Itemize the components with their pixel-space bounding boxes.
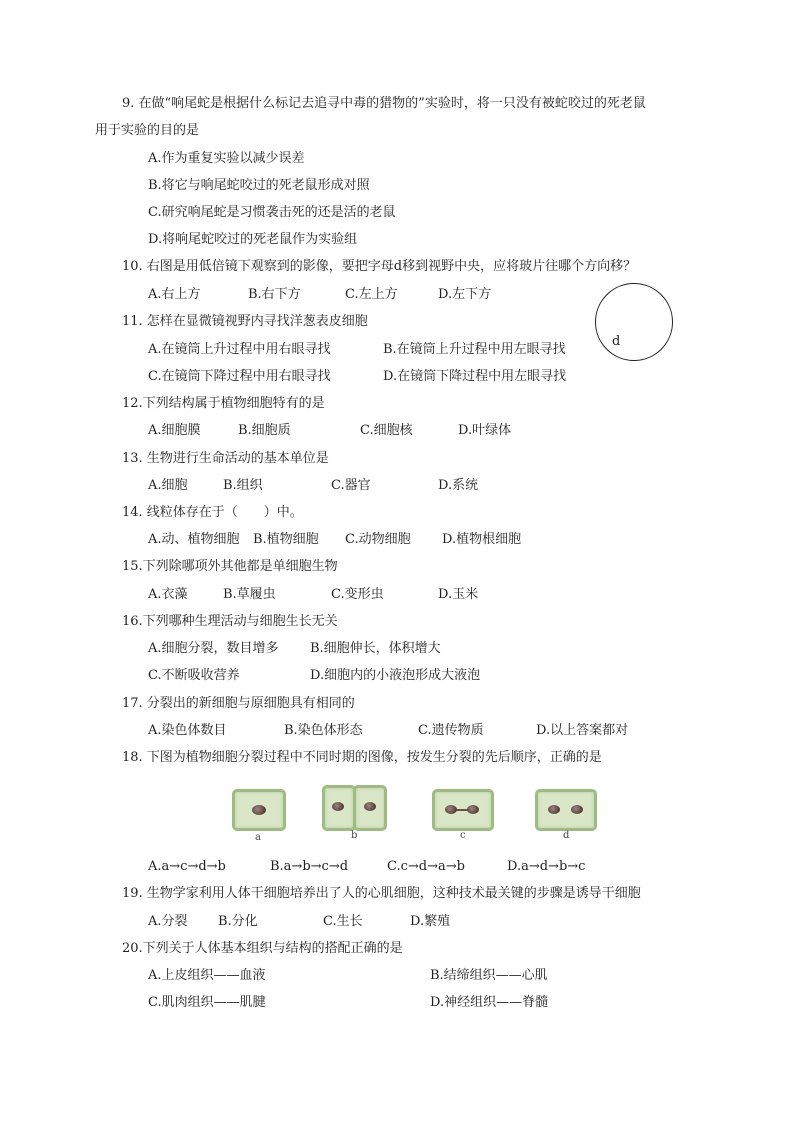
q12-option-a: A.细胞膜 xyxy=(148,423,201,438)
q9-option-a: A.作为重复实验以减少误差 xyxy=(148,151,305,166)
q14-option-a: A.动、植物细胞 xyxy=(148,532,240,547)
q16-option-a: A.细胞分裂，数目增多 xyxy=(148,641,279,656)
q11-option-c: C.在镜筒下降过程中用右眼寻找 xyxy=(148,369,331,384)
q17-stem: 17. 分裂出的新细胞与原细胞具有相同的 xyxy=(122,696,355,711)
q9-option-c: C.研究响尾蛇是习惯袭击死的还是活的老鼠 xyxy=(148,205,396,220)
cell-b-right-image xyxy=(353,785,387,831)
q18-option-a: A.a→c→d→b xyxy=(148,859,226,874)
q10-option-d: D.左下方 xyxy=(438,287,492,302)
cell-c-label: c xyxy=(460,830,466,841)
q19-stem: 19. 生物学家利用人体干细胞培养出了人的心肌细胞，这种技术最关键的步骤是诱导干细胞 xyxy=(122,886,641,901)
q18-option-d: D.a→d→b→c xyxy=(507,859,586,874)
q14-option-c: C.动物细胞 xyxy=(345,532,411,547)
q15-stem: 15.下列除哪项外其他都是单细胞生物 xyxy=(122,559,338,574)
q16-stem: 16.下列哪种生理活动与细胞生长无关 xyxy=(122,614,338,629)
q14-option-d: D.植物根细胞 xyxy=(442,532,522,547)
nucleus xyxy=(571,805,583,814)
q17-option-c: C.遗传物质 xyxy=(418,723,484,738)
q12-option-b: B.细胞质 xyxy=(238,423,291,438)
q19-option-a: A.分裂 xyxy=(148,914,188,929)
q11-option-d: D.在镜筒下降过程中用左眼寻找 xyxy=(383,369,567,384)
q13-option-c: C.器官 xyxy=(331,478,371,493)
q16-option-b: B.细胞伸长，体积增大 xyxy=(310,641,441,656)
q10-option-a: A.右上方 xyxy=(148,287,201,302)
q15-option-a: A.衣藻 xyxy=(148,587,188,602)
q20-option-d: D.神经组织——脊髓 xyxy=(430,995,549,1010)
cell-c-image xyxy=(432,789,494,831)
cell-d-image xyxy=(535,789,597,831)
nucleus xyxy=(252,805,266,815)
nucleus xyxy=(467,805,479,814)
q14-option-b: B.植物细胞 xyxy=(253,532,319,547)
microscope-field-figure xyxy=(595,283,673,361)
q17-option-a: A.染色体数目 xyxy=(148,723,227,738)
q10-option-c: C.左上方 xyxy=(345,287,398,302)
q13-option-a: A.细胞 xyxy=(148,478,188,493)
microscope-field-letter: d xyxy=(612,334,621,349)
q9-stem: 9. 在做“响尾蛇是根据什么标记去追寻中毒的猎物的”实验时，将一只没有被蛇咬过的死老鼠 xyxy=(122,96,646,111)
q11-option-a: A.在镜筒上升过程中用右眼寻找 xyxy=(148,342,331,357)
cell-d-label: d xyxy=(563,830,570,841)
q16-option-c: C.不断吸收营养 xyxy=(148,668,240,683)
q12-stem: 12.下列结构属于植物细胞特有的是 xyxy=(122,396,325,411)
q16-option-d: D.细胞内的小液泡形成大液泡 xyxy=(310,668,481,683)
nucleus xyxy=(548,805,560,814)
q10-stem: 10. 右图是用低倍镜下观察到的影像，要把字母d移到视野中央，应将玻片往哪个方向移？ xyxy=(122,259,637,274)
q19-option-d: D.繁殖 xyxy=(410,914,451,929)
q9-option-d: D.将响尾蛇咬过的死老鼠作为实验组 xyxy=(148,232,358,247)
cell-b-label: b xyxy=(351,830,358,841)
q13-stem: 13. 生物进行生命活动的基本单位是 xyxy=(122,451,329,466)
q9-option-b: B.将它与响尾蛇咬过的死老鼠形成对照 xyxy=(148,178,370,193)
cell-a-label: a xyxy=(255,832,261,843)
q20-stem: 20.下列关于人体基本组织与结构的搭配正确的是 xyxy=(122,941,403,956)
cell-a-image xyxy=(232,789,286,831)
q13-option-b: B.组织 xyxy=(223,478,263,493)
cell-b-left-image xyxy=(322,785,356,831)
nucleus xyxy=(445,805,457,814)
q18-stem: 18. 下图为植物细胞分裂过程中不同时期的图像，按发生分裂的先后顺序，正确的是 xyxy=(122,750,602,765)
q20-option-b: B.结缔组织——心肌 xyxy=(430,968,548,983)
q17-option-b: B.染色体形态 xyxy=(284,723,363,738)
nucleus xyxy=(332,802,344,811)
q20-option-c: C.肌肉组织——肌腱 xyxy=(148,995,266,1010)
q19-option-c: C.生长 xyxy=(323,914,363,929)
q20-option-a: A.上皮组织——血液 xyxy=(148,968,266,983)
q14-stem: 14. 线粒体存在于（ ）中。 xyxy=(122,505,303,520)
q18-option-c: C.c→d→a→b xyxy=(387,859,465,874)
q15-option-b: B.草履虫 xyxy=(223,587,276,602)
q15-option-c: C.变形虫 xyxy=(331,587,384,602)
q13-option-d: D.系统 xyxy=(438,478,479,493)
q12-option-c: C.细胞核 xyxy=(360,423,413,438)
q18-option-b: B.a→b→c→d xyxy=(270,859,349,874)
q11-stem: 11. 怎样在显微镜视野内寻找洋葱表皮细胞 xyxy=(122,314,368,329)
q12-option-d: D.叶绿体 xyxy=(458,423,512,438)
nucleus xyxy=(364,802,376,811)
q15-option-d: D.玉米 xyxy=(438,587,479,602)
q19-option-b: B.分化 xyxy=(218,914,258,929)
q10-option-b: B.右下方 xyxy=(248,287,301,302)
q9-stem-cont: 用于实验的目的是 xyxy=(95,123,200,138)
q17-option-d: D.以上答案都对 xyxy=(536,723,629,738)
q11-option-b: B.在镜筒上升过程中用左眼寻找 xyxy=(383,342,566,357)
